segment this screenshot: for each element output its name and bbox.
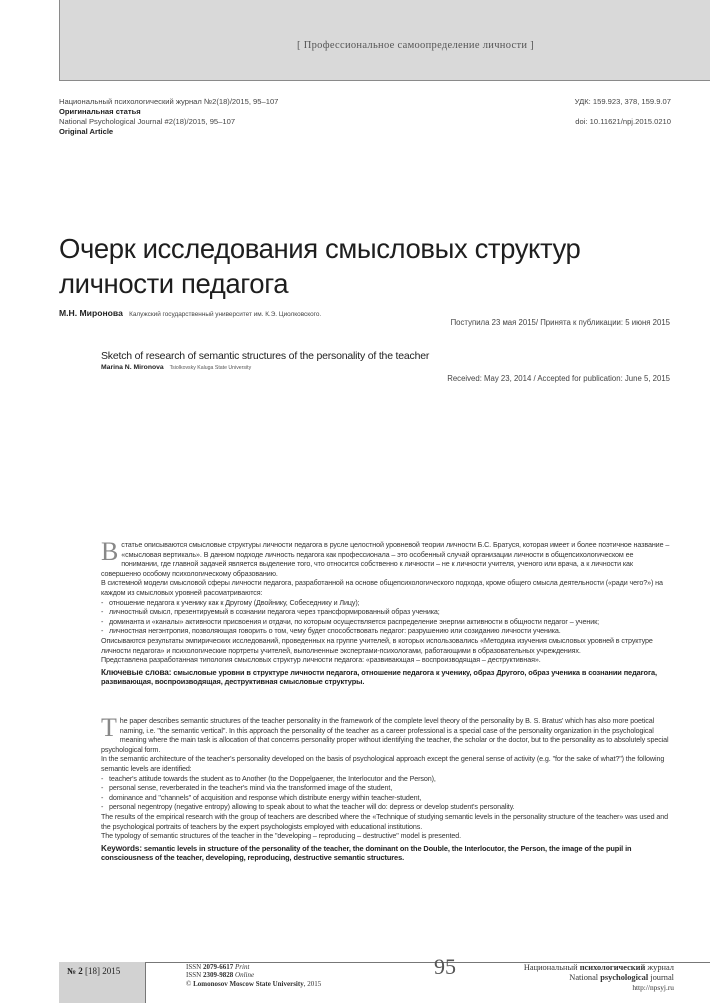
doi-link[interactable]: doi: 10.11621/npj.2015.0210 [575,117,671,126]
issn-block [186,963,321,988]
keywords-en [101,844,670,863]
dropcap-en: T [101,713,117,742]
keywords-text-en: semantic levels in structure of the personality of the teacher, the dominant on the Double, the Interlocutor, the Person, the image of the pupil in consciousness of the teacher, developing, reproducing, destructive semantic structures. [101,843,632,863]
abstract-en-p1: The paper describes semantic structures of the teacher personality in the framework of the complete level theory of the personality by B. S. Bratus' which has also more poetical naming, i.e. "the semantic vertical". In this approach the personality of the teacher as a career professional is a special case of the personality organization in the psychological meaning where the main task is allocation of that concerns personality proper without identifying the teacher, the scholar or the doctor, but to the personality as to absolutely special psychological form. [101,713,669,754]
dates-ru: Поступила 23 мая 2015/ Принята к публикации: 5 июня 2015 [450,318,670,327]
dates-en: Received: May 23, 2014 / Accepted for publication: June 5, 2015 [447,374,670,383]
keywords-label-en: Keywords: [101,843,142,853]
article-type-en: Original Article [59,127,114,136]
author-name-en: Marina N. Mironova [101,364,164,371]
list-item: - personal negentropy (negative entropy) allowing to speak about to what the teacher will do: depress or develop student's personality. [101,803,515,812]
author-name-ru: М.Н. Миронова [59,308,123,318]
keywords-label-ru: Ключевые слова: [101,667,172,677]
abstract-ru-p4: Представлена разработанная типология смысловых структур личности педагога: «развивающая – воспроизводящая – деструктивная». [101,656,541,665]
list-item: - teacher's attitude towards the student as to Another (to the Doppelgaener, the Interlocutor and the Person), [101,774,436,783]
journal-citation-ru: Национальный психологический журнал №2(18)/2015, 95–107 [59,97,279,106]
list-item: - доминанта и «каналы» активности присвоения и отдачи, по которым осуществляется распределение энергии активности в общности педагог – ученик; [101,617,600,626]
title-ru-line2: личности педагога [59,268,289,299]
issn-online: ISSN 2309-9828 Online [186,971,255,980]
keywords-text-ru: смысловые уровни в структуре личности педагога, отношение педагога к ученику, образ Другого, образ ученика в сознании педагога, развивающая, воспроизводящая, деструктивная смысловые структуры. [101,667,657,687]
journal-name-ru: Национальный психологический журнал [523,963,674,972]
abstract-ru-p1: В статье описываются смысловые структуры личности педагога в русле целостной уровневой теории личности Б.С. Братуся, которая имеет и более поэтичное название – «смысловая вертикаль». В данном подходе личность педагога как профессионала – это особенный случай организации личности в общепсихологическом ее понимании, где главной задачей является выделение того, что относится собственно к личности – не к личности учителя, ученого или врача, а к личности как совершенно особому психологическому образованию. [101,537,670,578]
journal-meta-left [59,97,278,137]
abstract-ru-p3: Описываются результаты эмпирических исследований, проведенных на группе учителей, в которых использовались «Методика изучения смысловых уровней в структуре личности педагога» и психологические портреты учителей, выполненные экспертами-психологами, работающими в образовательных учреждениях. [101,636,653,655]
journal-name-en: National psychological journal [569,972,674,982]
title-ru-line1: Очерк исследования смысловых структур [59,233,581,264]
issn-print: ISSN 2079-6617 Print [186,963,250,971]
abstract-en-list [101,775,670,813]
journal-citation-en: National Psychological Journal #2(18)/2015, 95–107 [59,117,236,126]
journal-url-link[interactable]: http://npsyj.ru [632,982,674,992]
list-item: - personal sense, reverberated in the teacher's mind via the transformed image of the student, [101,784,393,793]
abstract-en [101,713,670,863]
udk-code: УДК: 159.923, 378, 159.9.07 [574,97,671,106]
list-item: - dominance and "channels" of acquisition and response which distribute energy within teacher-student, [101,793,422,802]
issue-label: № 2 [18] 2015 [67,966,121,976]
article-type-ru: Оригинальная статья [59,107,141,116]
abstract-ru-list [101,599,670,637]
copyright: © Lomonosov Moscow State University, 2015 [186,979,322,988]
section-title: [ Профессиональное самоопределение личности ] [297,40,534,51]
keywords-ru [101,668,670,687]
page-number: 95 [434,954,456,979]
author-affiliation-en: Tsiolkovsky Kaluga State University [169,365,252,371]
article-title-ru [59,231,659,301]
abstract-ru [101,537,670,687]
journal-name-block [524,963,674,992]
article-title-en: Sketch of research of semantic structures of the personality of the teacher [101,350,430,362]
abstract-en-p4: The typology of semantic structures of the teacher in the "developing – reproducing – destructive" model is presented. [101,832,462,841]
list-item: - личностная негэнтропия, позволяющая говорить о том, чему будет способствовать педагог: разрушению или созиданию личности ученика. [101,627,561,636]
list-item: - отношение педагога к ученику как к Другому (Двойнику, Собеседнику и Лицу); [101,598,360,607]
list-item: - личностный смысл, презентируемый в сознании педагога через трансформированный образ ученика; [101,608,440,617]
author-en [101,364,251,371]
abstract-en-p3: The results of the empirical research with the group of teachers are described where the «Technique of studying semantic levels in the personality structure of the teacher» was used and the psychological portraits of teachers by the expert psychologists employed with educational institutions. [101,812,668,831]
abstract-ru-p2: В системной модели смысловой сферы личности педагога, разработанной на основе общепсихологического подхода, кроме общего смысла деятельности («ради чего?») на каждом из смысловых уровней рассматриваются: [101,579,663,597]
dropcap-ru: В [101,537,119,566]
abstract-en-p2: In the semantic architecture of the teacher's personality developed on the basis of psychological approach except the general sense of activity (e.g. "for the sake of what?") the following semantic levels are identified: [101,755,665,773]
author-ru [59,308,321,318]
journal-meta-right [575,97,671,127]
author-affiliation-ru: Калужский государственный университет им. К.Э. Циолковского. [129,311,322,318]
